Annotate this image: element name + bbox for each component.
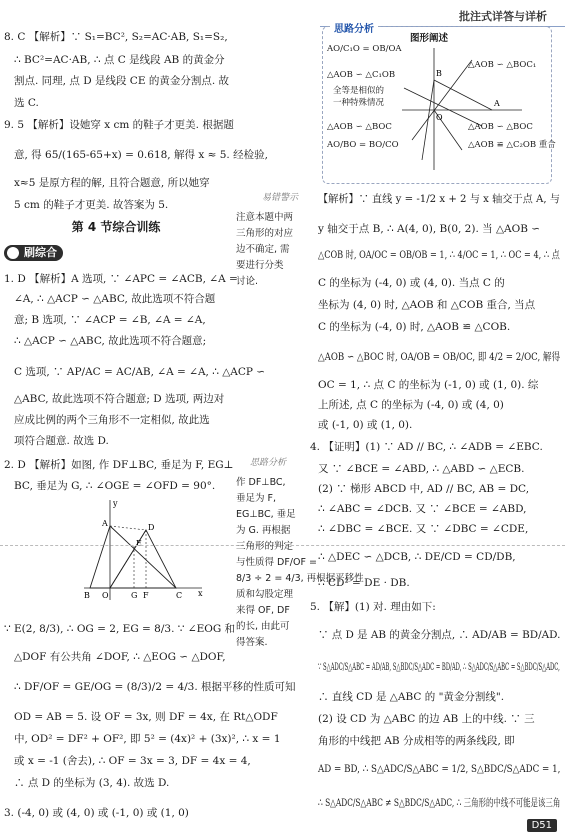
triangle-ABC [90, 526, 176, 588]
q2-line: BC, 垂足为 G, ∴ ∠OGE = ∠OFD = 90°. [14, 480, 216, 492]
side-note-head: 易错警示 [262, 193, 299, 203]
q4-line: ∴ △DEC ∽ △DCB, ∴ DE/CD = CD/DB, [318, 551, 516, 563]
side-note-line: 的长, 由此可 [236, 621, 290, 632]
q1-line: ∠A, ∴ △ACP ∽ △ABC, 故此选项不符合题 [14, 293, 216, 305]
q3-right-line: 上所述, 点 C 的坐标为 (-4, 0) 或 (4, 0) [318, 399, 504, 411]
analysis-note: △AOB ≌ △C₂OB 重合 [468, 140, 556, 150]
page-number: D51 [527, 819, 557, 832]
section-title: 第 4 节综合训练 [71, 220, 161, 234]
side-note-line: 讨论. [236, 276, 259, 287]
q5-line: ∴ 直线 CD 是 △ABC 的 "黄金分割线". [318, 691, 505, 703]
page-header-title: 批注式详答与详析 [459, 10, 547, 23]
side-note-line: 作 DF⊥BC, [236, 477, 286, 488]
side-note-line: EG⊥BC, 垂足 [236, 509, 296, 520]
analysis-note: △AOB ∽ △BOC [468, 122, 533, 132]
analysis-note: 全等是相似的 [333, 86, 385, 96]
q9-line: 意, 得 65/(165-65+x) = 0.618, 解得 x ≈ 5. 经检验, [14, 149, 268, 161]
translation-line [110, 526, 146, 530]
side-note-line: 边不确定, 需 [236, 244, 290, 255]
side-note-line: 三角形的判定 [236, 541, 294, 552]
side-note-line: 8/3 ÷ 2 = 4/3, 再根据平移性 [236, 573, 364, 584]
q5-line: ∵ 点 D 是 AB 的黄金分割点, ∴ AD/AB = BD/AD. [318, 629, 561, 641]
q2-line: 2. D 【解析】如图, 作 DF⊥BC, 垂足为 F, EG⊥ [4, 459, 234, 471]
label-O: O [102, 591, 109, 600]
q2-line: OD = AB = 5. 设 OF = 3x, 则 DF = 4x, 在 Rt△ODF [14, 711, 278, 723]
q2-line: 中, OD² = DF² + OF², 即 5² = (4x)² + (3x)², ∴ x = 1 [14, 733, 281, 745]
side-note-line: 垂足为 F, [236, 493, 277, 504]
q4-line: (2) ∵ 梯形 ABCD 中, AD // BC, AB = DC, [318, 483, 530, 495]
q9-line: 5 cm 的鞋子才更美. 故答案为 5. [14, 199, 169, 211]
q1-line: 1. D 【解析】A 选项, ∵ ∠APC = ∠ACB, ∠A = [4, 273, 238, 285]
side-note-line: 得答案. [236, 637, 268, 648]
analysis-note: 一种特殊情况 [333, 98, 385, 108]
analysis-note: AO/BO = BO/CO [327, 140, 399, 150]
q5-line: 角形的中线把 AB 分成相等的两条线段, 即 [318, 735, 515, 747]
point-B-label: B [436, 69, 442, 78]
q1-line: 项符合题意. 故选 D. [14, 435, 109, 447]
q3-right-line: 【解析】∵ 直线 y = -1/2 x + 2 与 x 轴交于点 A, 与 [318, 193, 560, 205]
q1-line: C 选项, ∵ AP/AC = AC/AB, ∠A = ∠A, ∴ △ACP ∽ [14, 366, 266, 378]
q8-line: 割点. 同理, 点 D 是线段 CE 的黄金分割点. 故 [14, 75, 229, 87]
line-3 [434, 80, 492, 110]
q3-line: 3. (-4, 0) 或 (4, 0) 或 (-1, 0) 或 (1, 0) [4, 807, 189, 819]
q2-figure [80, 496, 210, 604]
q5-line: AD = BD, ∴ S△ADC/S△ABC = 1/2, S△BDC/S△ADC = 1, [318, 763, 561, 775]
q8-line: 选 C. [14, 97, 39, 109]
label-B: B [84, 591, 90, 600]
side-note-line: 三角形的对应 [236, 228, 294, 239]
analysis-note: AO/C₁O = OB/OA [327, 44, 402, 54]
q3-right-line: C 的坐标为 (-4, 0) 或 (4, 0). 当点 C 的 [318, 277, 505, 289]
line-1 [404, 88, 482, 126]
q3-right-line: y 轴交于点 B, ∴ A(4, 0), B(0, 2). 当 △AOB ∽ [318, 223, 541, 235]
label-E: E [136, 539, 142, 548]
q3-right-line: △AOB ∽ △BOC 时, OA/OB = OB/OC, 即 4/2 = 2/OC, 解得 [318, 351, 561, 363]
q1-line: △ABC, 故此选项不符合题意; D 选项, 两边对 [14, 393, 225, 405]
q5-line: ∴ S△ADC/S△ABC ≠ S△BDC/S△ADC, ∴ 三角形的中线不可能是该三角 [318, 797, 561, 809]
q4-line: ∴ ∠ABC = ∠DCB. 又 ∵ ∠BCE = ∠ABD, [318, 503, 527, 515]
analysis-note: △AOB ∽ △BOC₁ [468, 60, 537, 70]
side-note-line: 注意本题中两 [236, 212, 294, 223]
q1-line: 应成比例的两个三角形不一定相似, 故此选 [14, 414, 210, 426]
figure-title: 图形阐述 [410, 33, 449, 44]
analysis-note: △AOB ∽ △BOC [327, 122, 392, 132]
line-4 [422, 80, 434, 160]
q4-line: ∴ CD² = DE · DB. [318, 577, 410, 589]
section-badge [4, 245, 63, 261]
q9-line: 9. 5 【解析】设她穿 x cm 的鞋子才更美. 根据题 [4, 119, 234, 131]
badge-label: 刷综合 [24, 246, 57, 259]
label-C: C [176, 591, 183, 600]
label-A: A [102, 519, 108, 528]
q4-line: ∴ ∠DBC = ∠BCE. 又 ∵ ∠DBC = ∠CDE, [318, 523, 529, 535]
q9-line: x≈5 是原方程的解, 且符合题意, 所以她穿 [14, 177, 210, 189]
q5-line: ∵ S△ADC/S△ABC = AD/AB, S△BDC/S△ADC = BD/AD, ∴ S△ADC/S△ABC = S△BDC/S△ADC, [318, 661, 560, 673]
q1-line: 意; B 选项, ∵ ∠ACP = ∠B, ∠A = ∠A, [14, 314, 206, 326]
q8-line: ∴ BC²=AC·AB, ∴ 点 C 是线段 AB 的黄金分 [14, 54, 225, 66]
side-note-line: 与性质得 DF/OF = [236, 557, 317, 568]
q1-line: ∴ △ACP ∽ △ABC, 故此选项不符合题意; [14, 335, 207, 347]
label-D: D [148, 523, 155, 532]
side-note-line: 来得 OF, DF [236, 605, 290, 616]
side-note-head: 思路分析 [250, 458, 287, 468]
q4-line: 又 ∵ ∠BCE = ∠ABD, ∴ △ABD ∽ △ECB. [318, 463, 525, 475]
side-note [236, 210, 293, 290]
q3-right-line: 坐标为 (4, 0) 时, △AOB 和 △COB 重合, 当点 [318, 299, 536, 311]
label-F: F [143, 591, 149, 600]
badge-icon [7, 247, 19, 259]
q2-line: ∴ DF/OF = GE/OG = (8/3)/2 = 4/3. 根据平移的性质可知 [14, 681, 296, 693]
line-2 [412, 60, 472, 140]
q5-line: 5. 【解】(1) 对. 理由如下: [310, 601, 436, 613]
q3-right-line: OC = 1, ∴ 点 C 的坐标为 (-1, 0) 或 (1, 0). 综 [318, 379, 539, 391]
analysis-title: 思路分析 [330, 20, 378, 35]
q2-line: ∴ 点 D 的坐标为 (3, 4). 故选 D. [14, 777, 170, 789]
q2-line: 或 x = -1 (舍去), ∴ OF = 3x = 3, DF = 4x = 4, [14, 755, 251, 767]
q5-line: (2) 设 CD 为 △ABC 的边 AB 上的中线. ∵ 三 [318, 713, 535, 725]
point-O-label: O [436, 113, 443, 122]
q8-line: 8. C 【解析】∵ S₁=BC², S₂=AC·AB, S₁=S₂, [4, 31, 228, 43]
q2-line: △DOF 有公共角 ∠DOF, ∴ △EOG ∽ △DOF, [14, 651, 226, 663]
q4-line: 4. 【证明】(1) ∵ AD // BC, ∴ ∠ADB = ∠EBC. [310, 441, 543, 453]
side-note-line: 要进行分类 [236, 260, 284, 271]
label-x: x [198, 589, 203, 598]
q2-line: ∵ E(2, 8/3), ∴ OG = 2, EG = 8/3. ∵ ∠EOG 和 [4, 623, 236, 635]
label-G: G [131, 591, 138, 600]
side-note-line: 为 G. 再根据 [236, 525, 291, 536]
q3-right-line: 或 (-1, 0) 或 (1, 0). [318, 419, 413, 431]
analysis-note: △AOB ∽ △C₁OB [327, 70, 396, 80]
side-note-line: 质和勾股定理 [236, 589, 294, 600]
point-A-label: A [494, 99, 500, 108]
q3-right-line: △COB 时, OA/OC = OB/OB = 1, ∴ 4/OC = 1, ∴ OC = 4, ∴ 点 [318, 249, 560, 261]
q3-right-line: C 的坐标为 (-4, 0) 时, △AOB ≌ △COB. [318, 321, 511, 333]
label-y: y [113, 499, 118, 508]
